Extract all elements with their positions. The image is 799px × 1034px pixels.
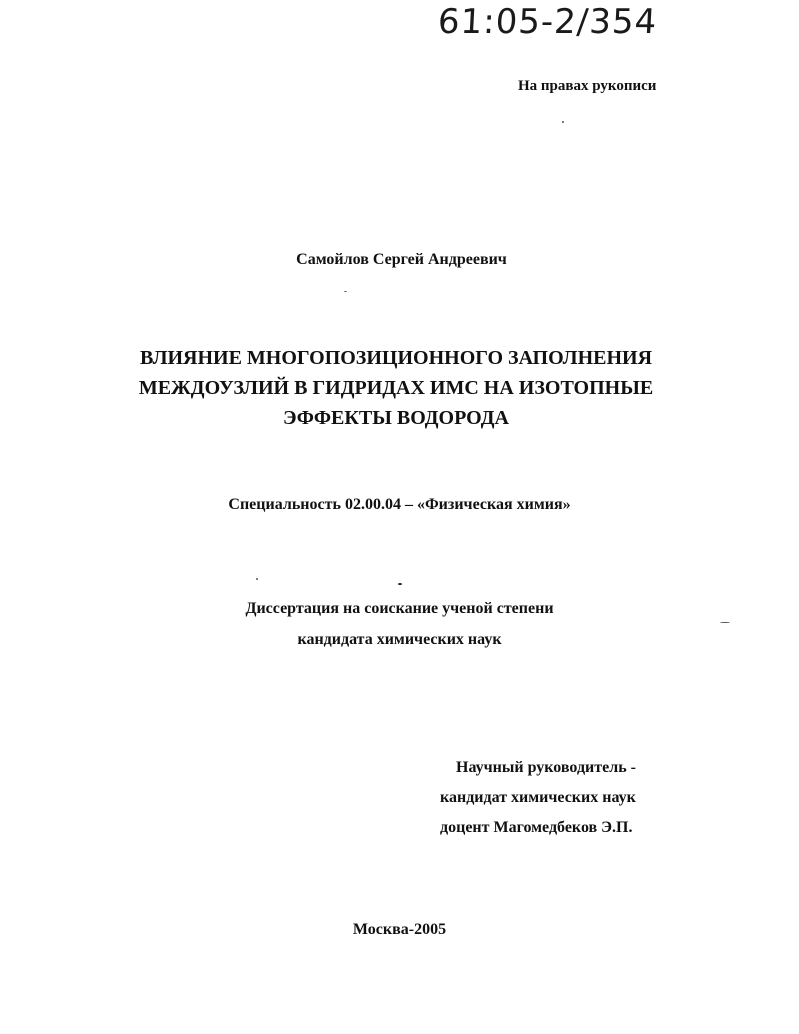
title-line-3: ЭФФЕКТЫ ВОДОРОДА [283,407,509,429]
scan-speck [256,578,258,580]
city-year: Москва-2005 [352,921,447,938]
supervisor-line-2: кандидат химических наук [440,789,636,806]
supervisor-line-1: Научный руководитель - [456,759,636,776]
rights-notice: На правах рукописи [518,78,657,94]
scan-speck [720,622,730,623]
title-line-1: ВЛИЯНИЕ МНОГОПОЗИЦИОННОГО ЗАПОЛНЕНИЯ [139,347,653,369]
dissertation-type-line-2: кандидата химических наук [297,631,502,648]
supervisor-block [440,753,660,843]
title-line-2: МЕЖДОУЗЛИЙ В ГИДРИДАХ ИМС НА ИЗОТОПНЫЕ [138,377,654,399]
dissertation-title [0,343,792,433]
archive-code-handwritten: 61:05-2/354 [436,2,659,42]
supervisor-line-3: доцент Магомедбеков Э.П. [440,819,633,836]
dissertation-type-line-1: Диссертация на соискание ученой степени [245,600,554,617]
author-name: Самойлов Сергей Андреевич [296,251,507,268]
scan-speck [398,583,402,585]
scan-speck [344,291,347,292]
scan-speck [562,121,564,123]
specialty: Специальность 02.00.04 – «Физическая химия» [228,496,571,513]
